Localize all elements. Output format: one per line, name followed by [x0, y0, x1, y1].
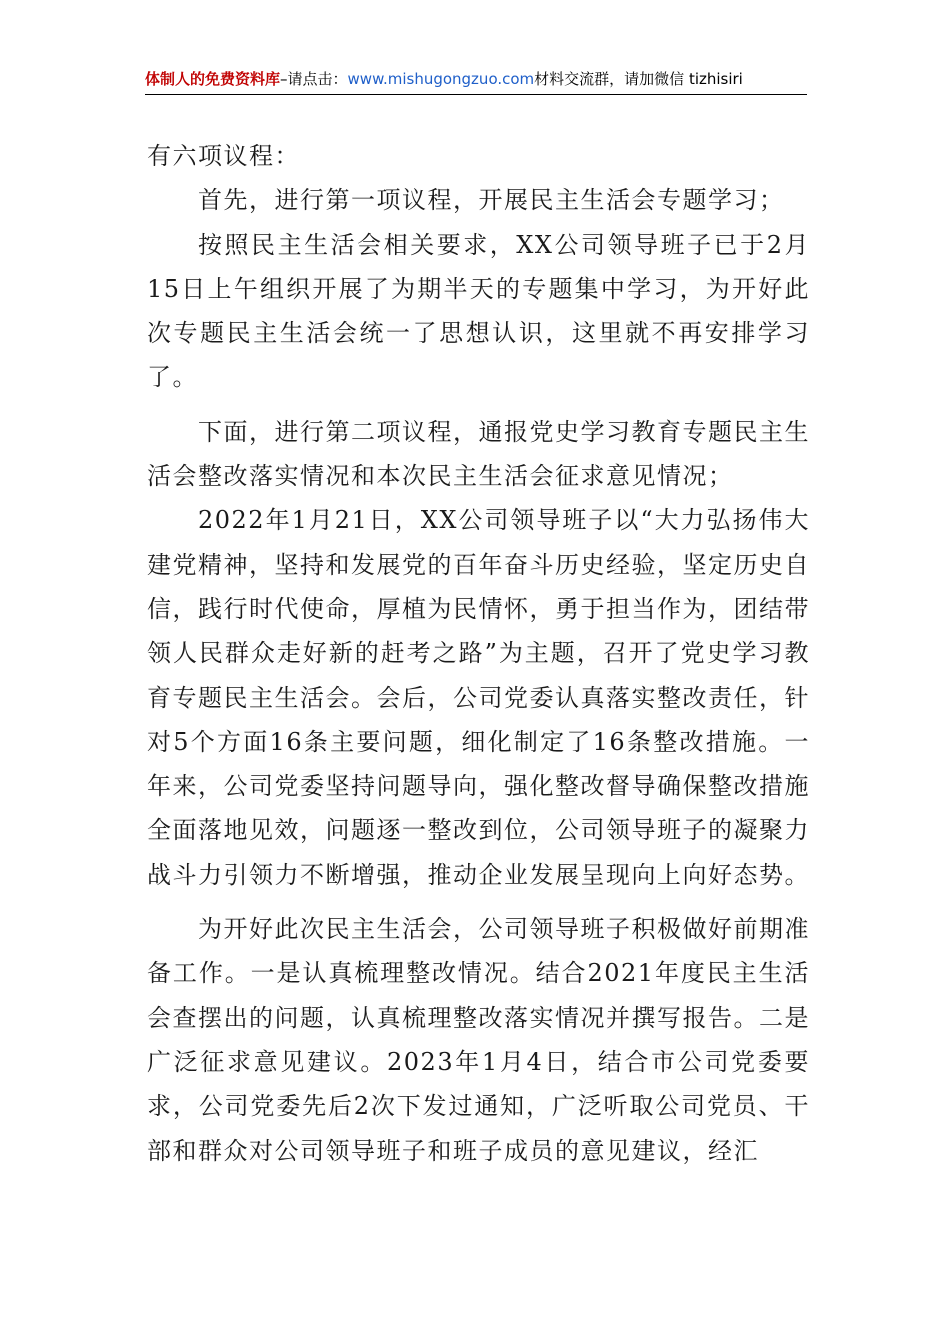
paragraph-rectification: 2022年1月21日，XX公司领导班子以“大力弘扬伟大建党精神，坚持和发展党的百年奋斗历史经验，坚定历史自信，践行时代使命，厚植为民情怀，勇于担当作为，团结带领人民群众走好新的赶考之路”为主题，召开了党史学习教育专题民主生活会。会后，公司党委认真落实整改责任，针对5个方面16条主要问题，细化制定了16条整改措施。一年来，公司党委坚持问题导向，强化整改督导确保整改措施全面落地见效，问题逐一整改到位，公司领导班子的凝聚力战斗力引领力不断增强，推动企业发展呈现向上向好态势。 [147, 506, 810, 889]
header-brand: 体制人的免费资料库 [145, 70, 281, 88]
page-header [145, 68, 807, 95]
paragraph-first-item: 首先，进行第一项议程，开展民主生活会专题学习； [198, 186, 785, 215]
paragraph-second-item: 下面，进行第二项议程，通报党史学习教育专题民主生活会整改落实情况和本次民主生活会征求意见情况； [147, 417, 810, 491]
paragraph-preparation: 为开好此次民主生活会，公司领导班子积极做好前期准备工作。一是认真梳理整改情况。结合2021年度民主生活会查摆出的问题，认真梳理整改落实情况并撰写报告。二是广泛征求意见建议。2023年1月4日，结合市公司党委要求，公司党委先后2次下发过通知，广泛听取公司党员、干部和群众对公司领导班子和班子成员的意见建议，经汇 [147, 915, 810, 1165]
header-wechat-note: 材料交流群，请加微信 tizhisiri [534, 70, 743, 88]
header-prompt: –请点击： [280, 70, 348, 88]
header-url-link[interactable]: www.mishugongzuo.com [347, 70, 535, 88]
paragraph-study-note: 按照民主生活会相关要求，XX公司领导班子已于2月15日上午组织开展了为期半天的专题集中学习，为开好此次专题民主生活会统一了思想认识，这里就不再安排学习了。 [147, 230, 810, 392]
document-body [147, 134, 810, 1173]
paragraph-agenda-intro: 有六项议程： [147, 142, 300, 170]
